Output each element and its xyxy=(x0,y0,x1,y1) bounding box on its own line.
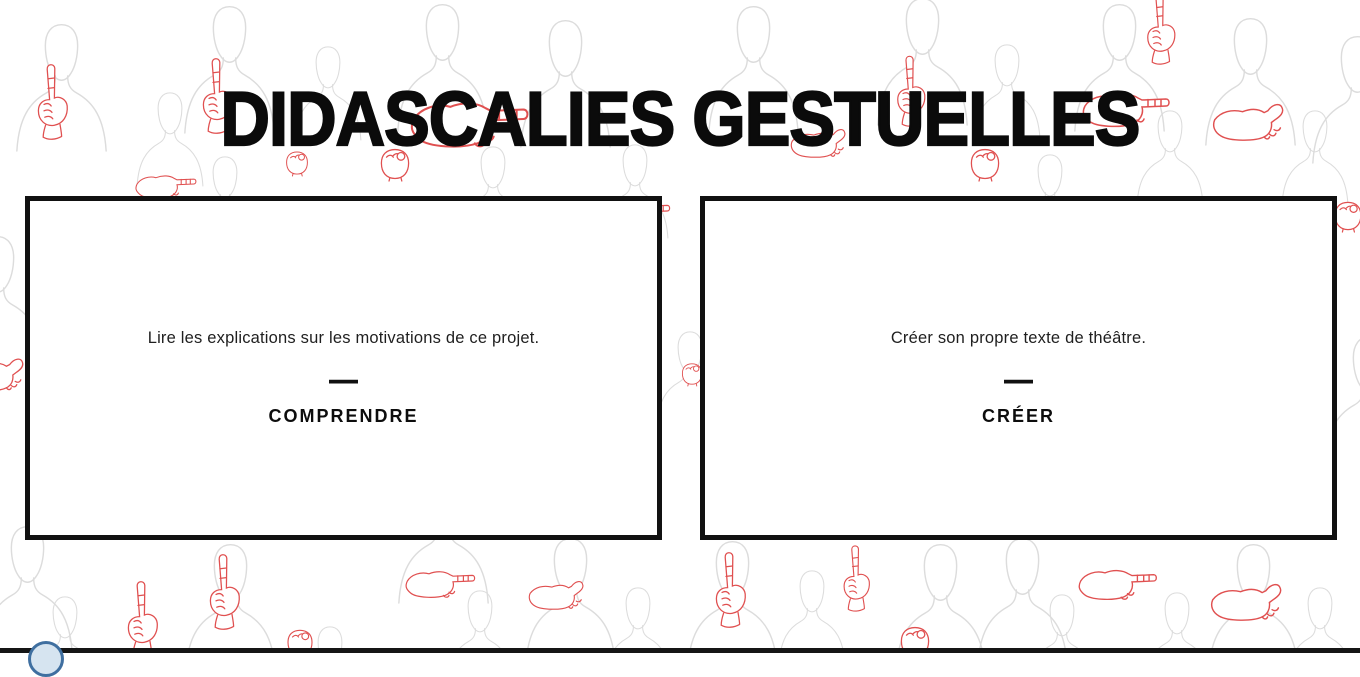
index-finger-up-hand-icon xyxy=(38,65,67,139)
card-description: Lire les explications sur les motivations de ce projet. xyxy=(147,328,540,347)
card-description: Créer son propre texte de théâtre. xyxy=(890,328,1147,347)
fist-pointing-forward-hand-icon xyxy=(1335,202,1360,232)
pointing-right-hand-icon xyxy=(406,572,475,598)
bust-outline xyxy=(1287,588,1353,653)
cta-creer[interactable]: CRÉER xyxy=(981,406,1055,427)
bust-outline xyxy=(1029,595,1095,653)
pointing-right-hand-icon xyxy=(1079,571,1156,600)
bust-outline xyxy=(605,588,671,653)
bust-outline xyxy=(1313,37,1360,163)
footer-bar xyxy=(0,648,1360,653)
index-finger-up-hand-icon xyxy=(1148,0,1175,64)
separator-dash: — xyxy=(329,363,358,395)
bust-outline xyxy=(978,539,1067,653)
index-finger-up-hand-icon xyxy=(716,553,745,627)
bust-outline xyxy=(447,591,513,653)
separator-dash: — xyxy=(1004,363,1033,395)
bust-outline xyxy=(779,571,845,653)
fist-pointing-forward-hand-icon xyxy=(682,364,701,386)
site-badge[interactable] xyxy=(28,641,64,677)
index-finger-up-hand-icon xyxy=(844,546,869,611)
card-comprendre[interactable] xyxy=(25,196,662,540)
pointing-right-hand-icon xyxy=(136,176,196,198)
thumbs-up-hand-icon xyxy=(1212,585,1281,621)
index-finger-up-hand-icon xyxy=(128,582,157,653)
thumbs-up-hand-icon xyxy=(0,359,23,391)
thumbs-up-hand-icon xyxy=(529,582,583,610)
bust-outline xyxy=(0,527,72,653)
card-creer[interactable] xyxy=(700,196,1337,540)
page-title: DIDASCALIES GESTUELLES xyxy=(220,77,1140,162)
cta-comprendre[interactable]: COMPRENDRE xyxy=(268,406,419,427)
bust-outline xyxy=(1144,593,1210,653)
